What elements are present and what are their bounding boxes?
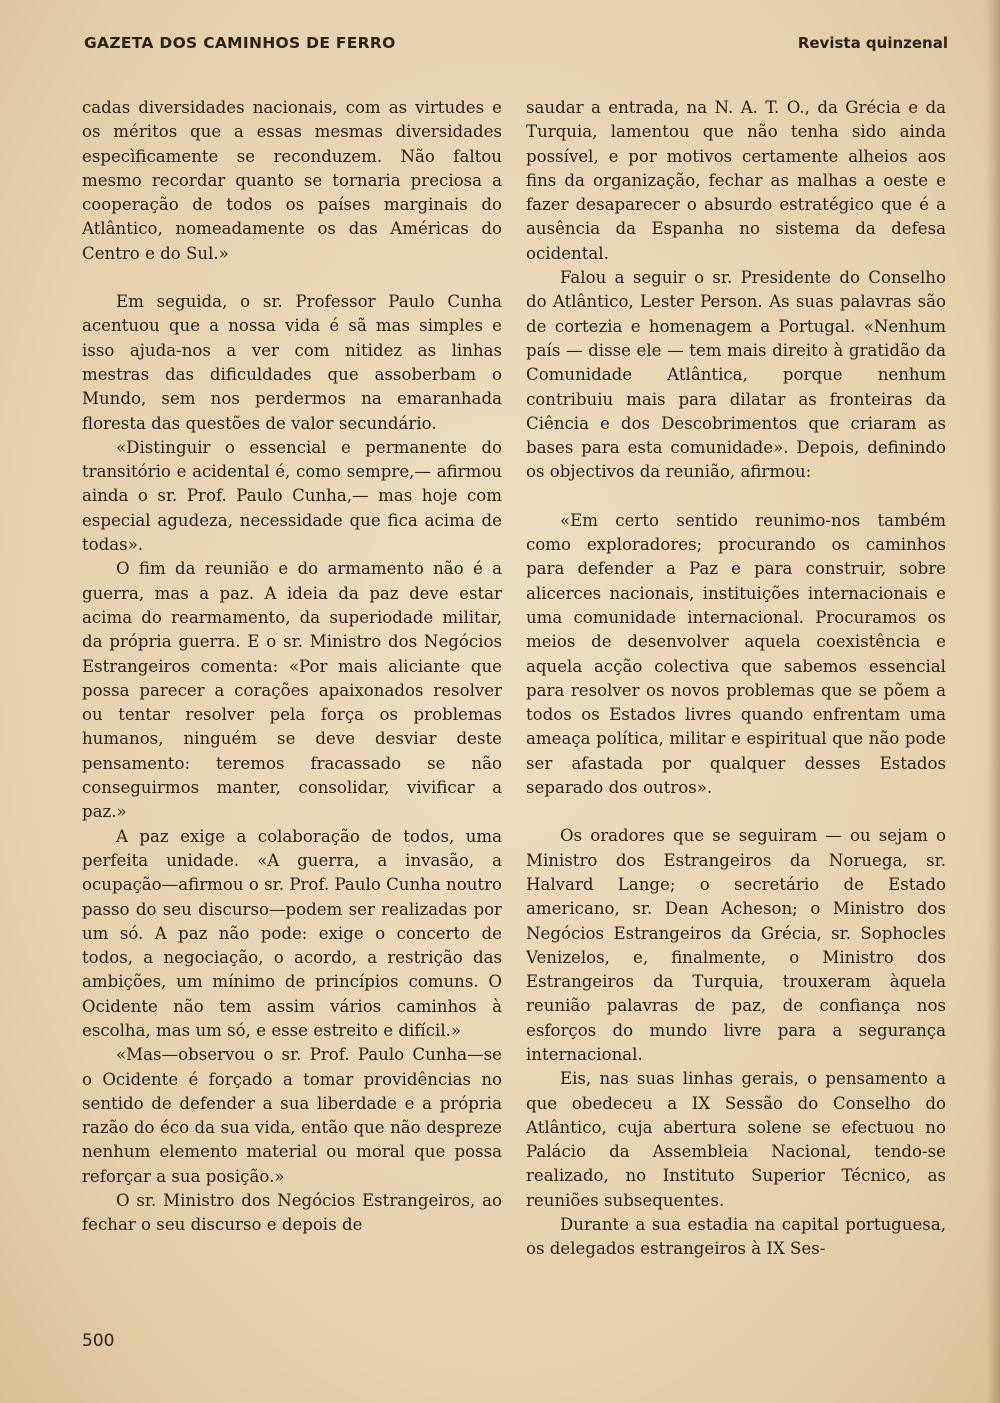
journal-subtitle: Revista quinzenal	[797, 34, 948, 52]
paragraph: O fim da reunião e do armamento não é a guerra, mas a paz. A ideia da paz deve estar acima do rearmamento, da superiodade militar, da própria guerra. E o sr. Ministro dos Negócios Estrangeiros comenta: «Por mais aliciante que possa parecer a corações apaixonados resolver ou tentar resolver pela força os problemas humanos, ninguém se deve desviar deste pensamento: teremos fracassado se não conseguirmos manter, consolidar, vivificar a paz.»	[82, 559, 502, 822]
paragraph: saudar a entrada, na N. A. T. O., da Grécia e da Turquia, lamentou que não tenha sido ainda possível, e por motivos certamente alheios aos fins da organização, fechar as malhas a oeste e fazer desaparecer o absurdo estratégico que é a ausência da Espanha no sistema da defesa ocidental.	[526, 98, 946, 263]
paragraph: Falou a seguir o sr. Presidente do Conselho do Atlântico, Lester Person. As suas palavras são de cortezia e homenagem a Portugal. «Nenhum país — disse ele — tem mais direito à gratidão da Comunidade Atlântica, porque nenhum contribuiu mais para dilatar as fronteiras da Ciência e dos Descobrimentos que criaram as bases para esta comunidade». Depois, definindo os objectivos da reunião, afirmou:	[526, 268, 946, 482]
paragraph: «Distinguir o essencial e permanente do transitório e acidental é, como sempre,— afirmou ainda o sr. Prof. Paulo Cunha,— mas hoje com especial agudeza, necessidade que fica acima de todas».	[82, 437, 502, 555]
paragraph: O sr. Ministro dos Negócios Estrangeiros, ao fechar o seu discurso e depois de	[82, 1191, 502, 1235]
paragraph: «Mas—observou o sr. Prof. Paulo Cunha—se o Ocidente é forçado a tomar providências no sentido de defender a sua liberdade e a própria razão do éco da sua vida, então que não despreze nenhum elemento material ou moral que possa reforçar a sua posição.»	[82, 1045, 502, 1186]
left-column	[82, 96, 502, 1238]
running-head	[84, 34, 948, 58]
paragraph: A paz exige a colaboração de todos, uma perfeita unidade. «A guerra, a invasão, a ocupação—afirmou o sr. Prof. Paulo Cunha noutro passo do seu discurso—podem ser realizadas por um só. A paz não pode: exige o concerto de todos, a negociação, o acordo, a restrição das ambições, um mínimo de princípios comuns. O Ocidente não tem assim vários caminhos à escolha, mas um só, e esse estreito e difícil.»	[82, 826, 502, 1040]
quoted-paragraph: «Em certo sentido reunimo-nos também como exploradores; procurando os caminhos para defender a Paz e para construir, sobre alicerces nacionais, instituições internacionais e uma comunidade internacional. Procuramos os meios de desenvolver aquela coexistência e aquela acção colectiva que sabemos essencial para resolver os novos problemas que se põem a todos os Estados livres quando enfrentam uma ameaça política, militar e espiritual que não pode ser afastada por qualquer desses Estados separado dos outros».	[526, 510, 946, 798]
journal-title: GAZETA DOS CAMINHOS DE FERRO	[84, 34, 396, 52]
page-edge-shadow	[986, 0, 1000, 1403]
paragraph: cadas diversidades nacionais, com as virtudes e os méritos que a essas mesmas diversidades especìficamente se reconduzem. Não faltou mesmo recordar quanto se tornaria preciosa a cooperação de todos os países marginais do Atlântico, nomeadamente os das Américas do Centro e do Sul.»	[82, 98, 502, 263]
paragraph: Durante a sua estadia na capital portuguesa, os delegados estrangeiros à IX Ses-	[526, 1215, 946, 1259]
page-number: 500	[82, 1331, 115, 1351]
paragraph: Eis, nas suas linhas gerais, o pensamento a que obedeceu a IX Sessão do Conselho do Atlântico, cuja abertura solene se efectuou no Palácio da Assembleia Nacional, tendo-se realizado, no Instituto Superior Técnico, as reuniões subsequentes.	[526, 1069, 946, 1210]
paragraph: Em seguida, o sr. Professor Paulo Cunha acentuou que a nossa vida é sã mas simples e isso ajuda-nos a ver com nitidez as linhas mestras das dificuldades que assoberbam o Mundo, sem nos perdermos na emaranhada floresta das questões de valor secundário.	[82, 292, 502, 433]
right-column	[526, 96, 946, 1262]
paragraph: Os oradores que se seguiram — ou sejam o Ministro dos Estrangeiros da Noruega, sr. Halvard Lange; o secretário de Estado americano, sr. Dean Acheson; o Ministro dos Negócios Estrangeiros da Grécia, sr. Sophocles Venizelos, e, finalmente, o Ministro dos Estrangeiros da Turquia, trouxeram àquela reunião palavras de paz, de confiança nos esforços do mundo livre para a segurança internacional.	[526, 826, 946, 1064]
